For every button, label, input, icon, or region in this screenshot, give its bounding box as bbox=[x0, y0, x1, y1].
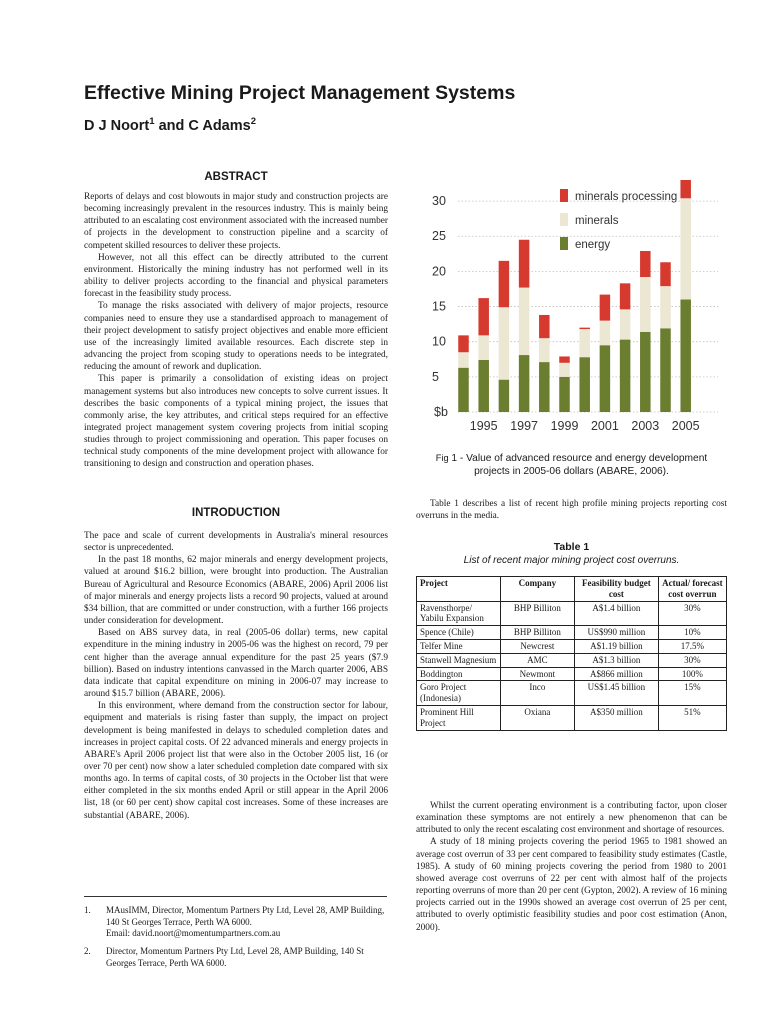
cell-budget: A$866 million bbox=[575, 667, 659, 681]
right-column-body bbox=[416, 800, 727, 934]
table-intro bbox=[416, 498, 727, 522]
cell-company: BHP Billiton bbox=[500, 626, 574, 640]
header-company: Company bbox=[500, 577, 574, 602]
cell-budget: A$1.3 billion bbox=[575, 653, 659, 667]
abstract-paragraph: To manage the risks associated with delivery of major projects, resource companies need to ensure they use a standardised approach to management of their project development to satisfy project objectives and enable more efficient use of the increasingly limited available resources. Each discrete step in advancing the project from scoping study to operations needs to be integrated, reducing the amount of rework and duplication. bbox=[84, 301, 388, 373]
intro-paragraph: Based on ABS survey data, in real (2005-06 dollar) terms, new capital expenditure in the mining industry in 2005-06 was the highest on record, 79 per cent higher than the average annual expenditure for the past 25 years ($7.9 billion). Based on industry intentions canvassed in the March quarter 2006, ABS data indicate that capital expenditure on mining in 2006-07 may increase to around $15.7 billion (ABARE, 2006). bbox=[84, 628, 388, 700]
legend-label: minerals processing bbox=[575, 191, 678, 203]
bar-segment-energy-1995 bbox=[478, 360, 489, 412]
bar-segment-minerals-processing-1996 bbox=[499, 261, 510, 307]
bar-segment-minerals-processing-1997 bbox=[519, 240, 530, 288]
introduction-heading: INTRODUCTION bbox=[191, 507, 281, 519]
intro-paragraph: The pace and scale of current developments in Australia's mineral resources sector is unprecedented. bbox=[84, 531, 388, 554]
body-paragraph: A study of 18 mining projects covering the period 1965 to 1981 showed an average cost overrun of 33 per cent compared to feasibility study estimates (Castle, 1985). A study of 60 mining projects covering the period from 1980 to 2001 showed average cost overruns of 22 per cent with almost half of the projects reporting overruns of more than 20 per cent (Gypton, 2002). A review of 16 mining projects carried out in the 1990s showed an average cost overrun of 25 per cent, attributed to overly optimistic feasibility studies and poor cost estimation (Anon, 2000). bbox=[416, 837, 727, 933]
cell-company: Newcrest bbox=[500, 639, 574, 653]
x-tick-label: 1995 bbox=[469, 419, 498, 433]
bar-segment-minerals-processing-1999 bbox=[559, 356, 570, 362]
x-axis bbox=[470, 419, 700, 433]
cost-overrun-table bbox=[416, 576, 727, 731]
figure-caption-text: 1 - Value of advanced resource and energy development projects in 2005-06 dollars (ABARE, 2006). bbox=[448, 453, 708, 477]
footnote bbox=[84, 905, 388, 940]
bar-segment-energy-2000 bbox=[579, 357, 590, 412]
table-header-row bbox=[417, 577, 727, 602]
table-row bbox=[417, 681, 727, 706]
bar-segment-minerals-1995 bbox=[478, 335, 489, 360]
bar-segment-minerals-processing-2004 bbox=[660, 262, 671, 286]
header-overrun: Actual/ forecast cost overrun bbox=[658, 577, 726, 602]
table-title: Table 1 bbox=[553, 541, 590, 553]
bar-segment-energy-2005 bbox=[680, 300, 691, 412]
y-axis-label: $b bbox=[434, 405, 448, 419]
bar-segment-energy-1998 bbox=[539, 362, 550, 412]
table-intro-text: Table 1 describes a list of recent high profile mining projects reporting cost overruns in the media. bbox=[416, 499, 727, 522]
table-row bbox=[417, 639, 727, 653]
author-name: D J Noort bbox=[84, 117, 150, 134]
table-subtitle: List of recent major mining project cost overruns. bbox=[463, 555, 680, 566]
x-tick-label: 1997 bbox=[510, 419, 539, 433]
bar-segment-minerals-processing-2002 bbox=[620, 283, 631, 309]
legend-swatch-minerals-processing bbox=[560, 189, 568, 202]
header-budget: Feasibility budget cost bbox=[575, 577, 659, 602]
table-row bbox=[417, 705, 727, 730]
figure-caption bbox=[420, 452, 723, 478]
cell-budget: A$350 million bbox=[575, 705, 659, 730]
y-tick-label: 15 bbox=[432, 299, 446, 314]
bar-segment-minerals-2005 bbox=[680, 198, 691, 299]
cell-overrun: 100% bbox=[658, 667, 726, 681]
bar-segment-minerals-processing-2005 bbox=[680, 180, 691, 198]
legend-swatch-energy bbox=[560, 237, 568, 250]
figure-label: Fig bbox=[435, 453, 449, 463]
bar-segment-energy-2001 bbox=[600, 345, 611, 412]
x-tick-label: 2005 bbox=[671, 419, 700, 433]
cell-company: Newmont bbox=[500, 667, 574, 681]
abstract-paragraph: Reports of delays and cost blowouts in major study and construction projects are becoming increasingly prevalent in the resources industry. This is mainly being attributed to an escalating cost environment associated with the increased number of projects in the development to construction pipeline and a scarcity of competent skilled resources to deliver these projects. bbox=[84, 192, 388, 251]
abstract-paragraph: This paper is primarily a consolidation of existing ideas on project management systems but also introduces new concepts to solve current issues. It describes the basic components of a typical mining project, the issues that commonly arise, the key attributes, and critical steps required for an effective integrated project management system covering projects from initial scoping studies through to project commissioning and operation. This paper focuses on technical study components of the mine development project with allowance for transitioning to design and construction and operation phases. bbox=[84, 374, 388, 470]
bar-segment-minerals-processing-2000 bbox=[579, 328, 590, 329]
cell-company: BHP Billiton bbox=[500, 601, 574, 626]
introduction-body bbox=[84, 530, 388, 822]
cell-company: Inco bbox=[500, 681, 574, 706]
header-project: Project bbox=[417, 577, 501, 602]
table-row bbox=[417, 667, 727, 681]
footnote-number: 1. bbox=[84, 905, 91, 915]
author-name: and C Adams bbox=[154, 117, 251, 134]
legend-swatch-minerals bbox=[560, 213, 568, 226]
abstract-paragraph: However, not all this effect can be directly attributed to the current environment. Historically the mining industry has not performed well in its ability to deliver projects according to the financial and physical parameters forecast in the feasibility study process. bbox=[84, 252, 388, 300]
bar-segment-minerals-2004 bbox=[660, 286, 671, 328]
footnote bbox=[84, 946, 388, 969]
cell-project: Ravensthorpe/ Yabilu Expansion bbox=[417, 601, 501, 626]
cell-overrun: 30% bbox=[658, 601, 726, 626]
footnote-text: Director, Momentum Partners Pty Ltd, Level 28, AMP Building, 140 St Georges Terrace, Perth WA 6000. bbox=[106, 946, 364, 968]
y-tick-label: 30 bbox=[432, 194, 446, 209]
abstract-heading: ABSTRACT bbox=[204, 171, 268, 183]
bar-segment-minerals-1994 bbox=[458, 352, 469, 367]
cell-company: AMC bbox=[500, 653, 574, 667]
cell-project: Goro Project (Indonesia) bbox=[417, 681, 501, 706]
footnote-number: 2. bbox=[84, 946, 91, 956]
y-tick-label: 5 bbox=[432, 369, 439, 384]
y-tick-label: 20 bbox=[432, 264, 446, 279]
cell-overrun: 30% bbox=[658, 653, 726, 667]
table-row bbox=[417, 601, 727, 626]
bar-segment-minerals-2002 bbox=[620, 309, 631, 339]
author-line bbox=[84, 116, 256, 134]
chart-legend bbox=[560, 189, 677, 251]
bar-segment-energy-2002 bbox=[620, 340, 631, 412]
bar-segment-energy-1997 bbox=[519, 355, 530, 412]
bar-segment-minerals-1997 bbox=[519, 288, 530, 355]
bar-segment-minerals-processing-1994 bbox=[458, 335, 469, 352]
affiliation-mark: 1 bbox=[149, 116, 155, 127]
legend-label: minerals bbox=[575, 215, 619, 227]
bar-segment-minerals-processing-1995 bbox=[478, 298, 489, 335]
cell-budget: US$1.45 billion bbox=[575, 681, 659, 706]
bar-segment-minerals-processing-1998 bbox=[539, 315, 550, 338]
cell-budget: A$1.4 billion bbox=[575, 601, 659, 626]
x-tick-label: 2001 bbox=[590, 419, 619, 433]
bar-segment-minerals-processing-2001 bbox=[600, 295, 611, 321]
bar-segment-minerals-2000 bbox=[579, 329, 590, 357]
bar-segment-minerals-1998 bbox=[539, 338, 550, 362]
y-tick-label: 25 bbox=[432, 229, 446, 244]
cell-project: Telfer Mine bbox=[417, 639, 501, 653]
footnote-text: MAusIMM, Director, Momentum Partners Pty Ltd, Level 28, AMP Building, 140 St Georges Terrace, Perth WA 6000. bbox=[106, 905, 385, 927]
cell-company: Oxiana bbox=[500, 705, 574, 730]
y-tick-label: 10 bbox=[432, 334, 446, 349]
intro-paragraph: In the past 18 months, 62 major minerals and energy development projects, valued at around $16.2 billion, were brought into production. The Australian Bureau of Agricultural and Resource Economics (ABARE, 2006) April 2006 list of major minerals and energy projects lists a record 90 projects, valued at around $34 billion, that are committed or under construction, with a further 166 projects under consideration for development. bbox=[84, 555, 388, 627]
intro-paragraph: In this environment, where demand from the construction sector for labour, equipment and materials is rising faster than supply, the impact on project development is being manifested in delays to scheduled completion dates and increases in project capital costs. Of 22 advanced minerals and energy projects in ABARE's April 2006 project list that were also in the October 2005 list, 16 (or over 70 per cent) now show a later scheduled completion date compared with six months ago. In terms of capital costs, of 30 projects in the October list that were either completed in the six months ended April or still appear in the April 2006 list, 18 (or 60 per cent) show capital cost increases. Some of these increases are substantial (ABARE, 2006). bbox=[84, 701, 388, 821]
paper-title: Effective Mining Project Management Systems bbox=[84, 82, 516, 104]
figure-1-chart bbox=[418, 180, 728, 438]
bar-segment-energy-2004 bbox=[660, 328, 671, 412]
bar-segment-minerals-1999 bbox=[559, 363, 570, 377]
cell-overrun: 15% bbox=[658, 681, 726, 706]
x-tick-label: 2003 bbox=[631, 419, 660, 433]
affiliation-mark: 2 bbox=[250, 116, 256, 127]
bar-segment-energy-2003 bbox=[640, 332, 651, 412]
table-row bbox=[417, 626, 727, 640]
bar-segment-minerals-2001 bbox=[600, 321, 611, 346]
cell-project: Spence (Chile) bbox=[417, 626, 501, 640]
table-row bbox=[417, 653, 727, 667]
cell-project: Stanwell Magnesium bbox=[417, 653, 501, 667]
cell-budget: A$1.19 billion bbox=[575, 639, 659, 653]
bar-segment-minerals-2003 bbox=[640, 277, 651, 332]
cell-overrun: 10% bbox=[658, 626, 726, 640]
y-axis bbox=[432, 194, 448, 419]
bar-segment-minerals-processing-2003 bbox=[640, 251, 651, 277]
legend-label: energy bbox=[575, 239, 611, 251]
cell-project: Prominent Hill Project bbox=[417, 705, 501, 730]
cell-project: Boddington bbox=[417, 667, 501, 681]
abstract-body bbox=[84, 191, 388, 471]
bar-segment-energy-1996 bbox=[499, 380, 510, 412]
bar-segment-energy-1994 bbox=[458, 368, 469, 412]
bar-segment-minerals-1996 bbox=[499, 307, 510, 379]
cell-overrun: 17.5% bbox=[658, 639, 726, 653]
footnote-email: Email: david.noort@momentumpartners.com.au bbox=[106, 928, 281, 939]
bar-segment-energy-1999 bbox=[559, 377, 570, 412]
x-tick-label: 1999 bbox=[550, 419, 579, 433]
footnote-rule bbox=[84, 896, 387, 897]
cell-budget: US$990 million bbox=[575, 626, 659, 640]
cell-overrun: 51% bbox=[658, 705, 726, 730]
body-paragraph: Whilst the current operating environment is a contributing factor, upon closer examination these symptoms are not entirely a new phenomenon that can be attributed to only the recent escalating cost environment and shortage of resources. bbox=[416, 801, 727, 836]
